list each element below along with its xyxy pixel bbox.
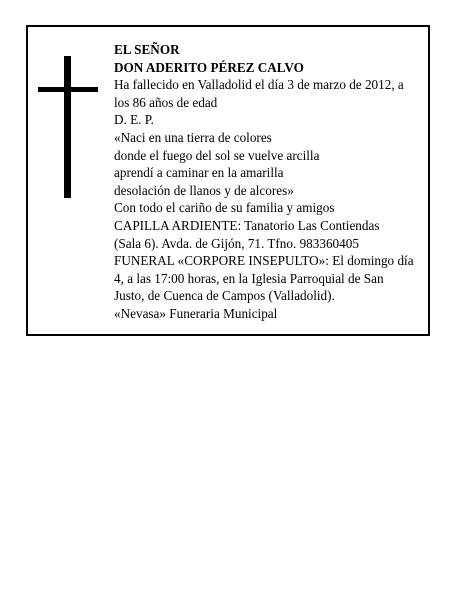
funeral-line-1: FUNERAL «CORPORE INSEPULTO»: El domingo día: [114, 253, 414, 269]
funeral-line-2: 4, a las 17:00 horas, en la Iglesia Parroquial de San: [114, 270, 384, 286]
deceased-name: DON ADERITO PÉREZ CALVO: [114, 59, 304, 75]
funeral-line-3: Justo, de Cuenca de Campos (Valladolid).: [114, 288, 335, 304]
family-dedication: Con todo el cariño de su familia y amigos: [114, 200, 335, 216]
cross-horizontal-bar: [38, 87, 98, 92]
poem-line-1: «Naci en una tierra de colores: [114, 129, 272, 145]
notice-text: [114, 41, 428, 323]
poem-line-3: aprendí a caminar en la amarilla: [114, 165, 284, 181]
chapel-line-1: CAPILLA ARDIENTE: Tanatorio Las Contiendas: [114, 217, 380, 233]
notice-heading: EL SEÑOR: [114, 42, 180, 57]
death-announcement-line-2: los 86 años de edad: [114, 94, 218, 110]
obituary-notice: [26, 25, 430, 336]
poem-line-2: donde el fuego del sol se vuelve arcilla: [114, 147, 320, 163]
funeral-home: «Nevasa» Funeraria Municipal: [114, 305, 278, 321]
cross-vertical-bar: [64, 56, 71, 198]
chapel-line-2: (Sala 6). Avda. de Gijón, 71. Tfno. 983360405: [114, 235, 359, 251]
rip-line: D. E. P.: [114, 112, 154, 128]
death-announcement-line-1: Ha fallecido en Valladolid el día 3 de marzo de 2012, a: [114, 77, 404, 93]
cross-icon: [38, 56, 98, 198]
poem-line-4: desolación de llanos y de alcores»: [114, 182, 294, 198]
